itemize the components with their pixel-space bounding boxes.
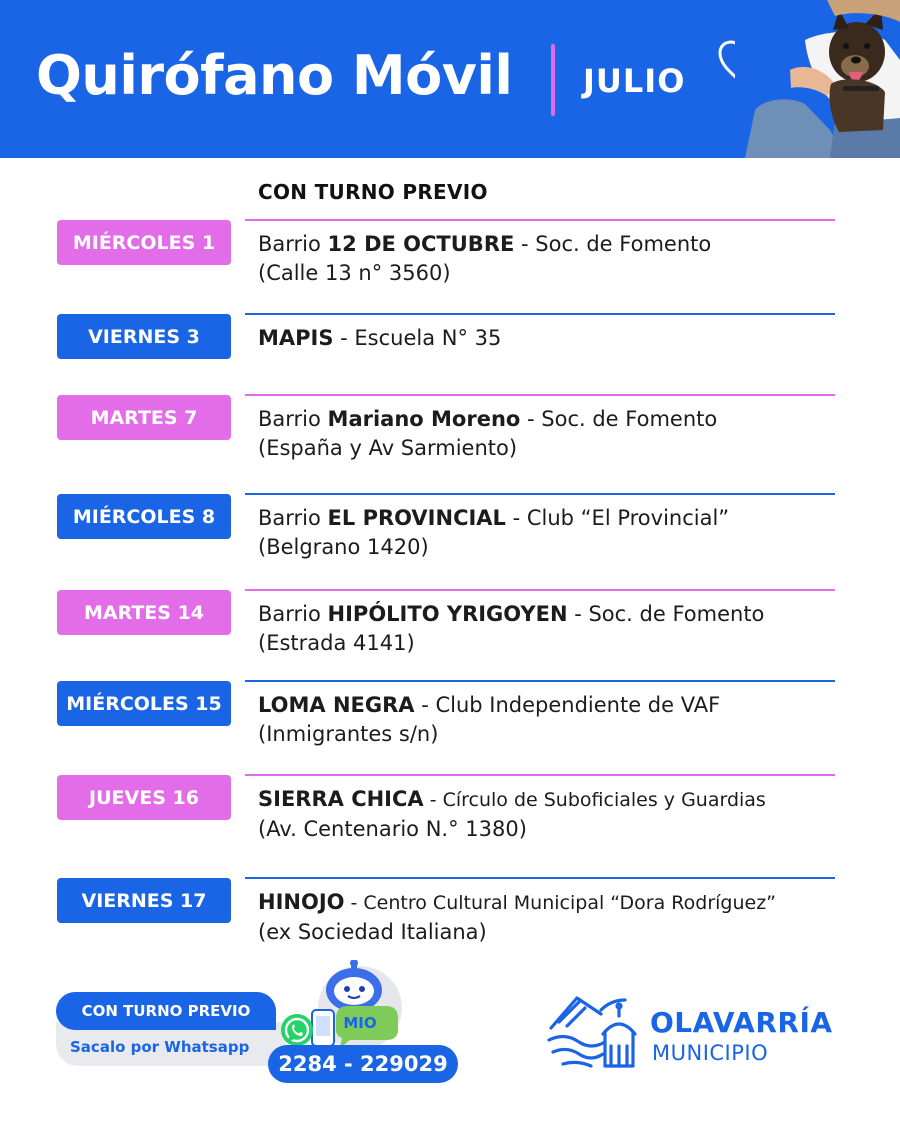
row-divider	[245, 394, 835, 396]
location-name: HIPÓLITO YRIGOYEN	[327, 602, 568, 626]
location-name: MAPIS	[258, 326, 334, 350]
day-badge: VIERNES 17	[57, 878, 231, 923]
location-line	[258, 405, 717, 434]
day-badge: MARTES 14	[57, 590, 231, 635]
day-badge: JUEVES 16	[57, 775, 231, 820]
whatsapp-icon	[279, 1012, 315, 1048]
location-venue: - Soc. de Fomento	[520, 407, 718, 431]
location-text	[258, 324, 501, 353]
location-line	[258, 691, 720, 720]
header-banner	[0, 0, 900, 158]
turno-pill	[56, 992, 276, 1030]
location-venue: - Escuela N° 35	[333, 326, 502, 350]
location-venue: - Club Independiente de VAF	[414, 693, 721, 717]
row-divider	[245, 774, 835, 776]
location-name: Mariano Moreno	[327, 407, 521, 431]
location-venue: - Soc. de Fomento	[567, 602, 765, 626]
location-line	[258, 888, 776, 918]
row-divider	[245, 313, 835, 315]
day-badge: MIÉRCOLES 8	[57, 494, 231, 539]
location-address: (Belgrano 1420)	[258, 535, 429, 559]
location-text	[258, 504, 729, 562]
logo-name: OLAVARRÍA	[650, 1006, 833, 1039]
row-divider	[245, 493, 835, 495]
location-text	[258, 888, 776, 947]
turno-label: CON TURNO PREVIO	[81, 1002, 251, 1020]
location-line	[258, 504, 729, 533]
page-title: Quirófano Móvil	[36, 44, 513, 107]
location-name: HINOJO	[258, 890, 345, 914]
olavarria-logo-icon	[545, 992, 641, 1072]
location-text	[258, 600, 764, 658]
location-name: 12 DE OCTUBRE	[327, 232, 515, 256]
phone-number-button[interactable]: 2284 - 229029	[268, 1045, 458, 1083]
whatsapp-label: Sacalo por Whatsapp	[70, 1038, 250, 1056]
location-name: SIERRA CHICA	[258, 787, 424, 811]
row-divider	[245, 680, 835, 682]
location-text	[258, 785, 766, 844]
day-badge: MIÉRCOLES 15	[57, 681, 231, 726]
location-address: (Inmigrantes s/n)	[258, 722, 439, 746]
location-prefix: Barrio	[258, 407, 328, 431]
location-address: (ex Sociedad Italiana)	[258, 920, 487, 944]
location-name: EL PROVINCIAL	[327, 506, 506, 530]
row-divider	[245, 589, 835, 591]
location-text	[258, 691, 720, 749]
location-line	[258, 600, 764, 629]
schedule-heading: CON TURNO PREVIO	[258, 180, 488, 204]
location-line	[258, 230, 711, 259]
location-prefix: Barrio	[258, 232, 328, 256]
title-divider	[551, 44, 555, 116]
location-address: (Estrada 4141)	[258, 631, 415, 655]
day-badge: MARTES 7	[57, 395, 231, 440]
location-venue: - Círculo de Suboficiales y Guardias	[423, 789, 766, 811]
location-venue: - Centro Cultural Municipal “Dora Rodríguez”	[344, 892, 777, 914]
location-prefix: Barrio	[258, 602, 328, 626]
dog-photo	[735, 0, 900, 158]
location-prefix: Barrio	[258, 506, 328, 530]
location-venue: - Club “El Provincial”	[505, 506, 730, 530]
row-divider	[245, 877, 835, 879]
location-venue: - Soc. de Fomento	[514, 232, 712, 256]
location-line	[258, 785, 766, 815]
location-text	[258, 230, 711, 288]
month-label: JULIO	[583, 62, 686, 100]
logo-subtitle: MUNICIPIO	[652, 1041, 769, 1065]
day-badge: VIERNES 3	[57, 314, 231, 359]
day-badge: MIÉRCOLES 1	[57, 220, 231, 265]
row-divider	[245, 219, 835, 221]
location-line	[258, 324, 501, 353]
location-name: LOMA NEGRA	[258, 693, 415, 717]
location-address: (Calle 13 n° 3560)	[258, 261, 451, 285]
mascot-label: MIO	[343, 1014, 377, 1032]
location-address: (España y Av Sarmiento)	[258, 436, 518, 460]
location-address: (Av. Centenario N.° 1380)	[258, 817, 527, 841]
location-text	[258, 405, 717, 463]
